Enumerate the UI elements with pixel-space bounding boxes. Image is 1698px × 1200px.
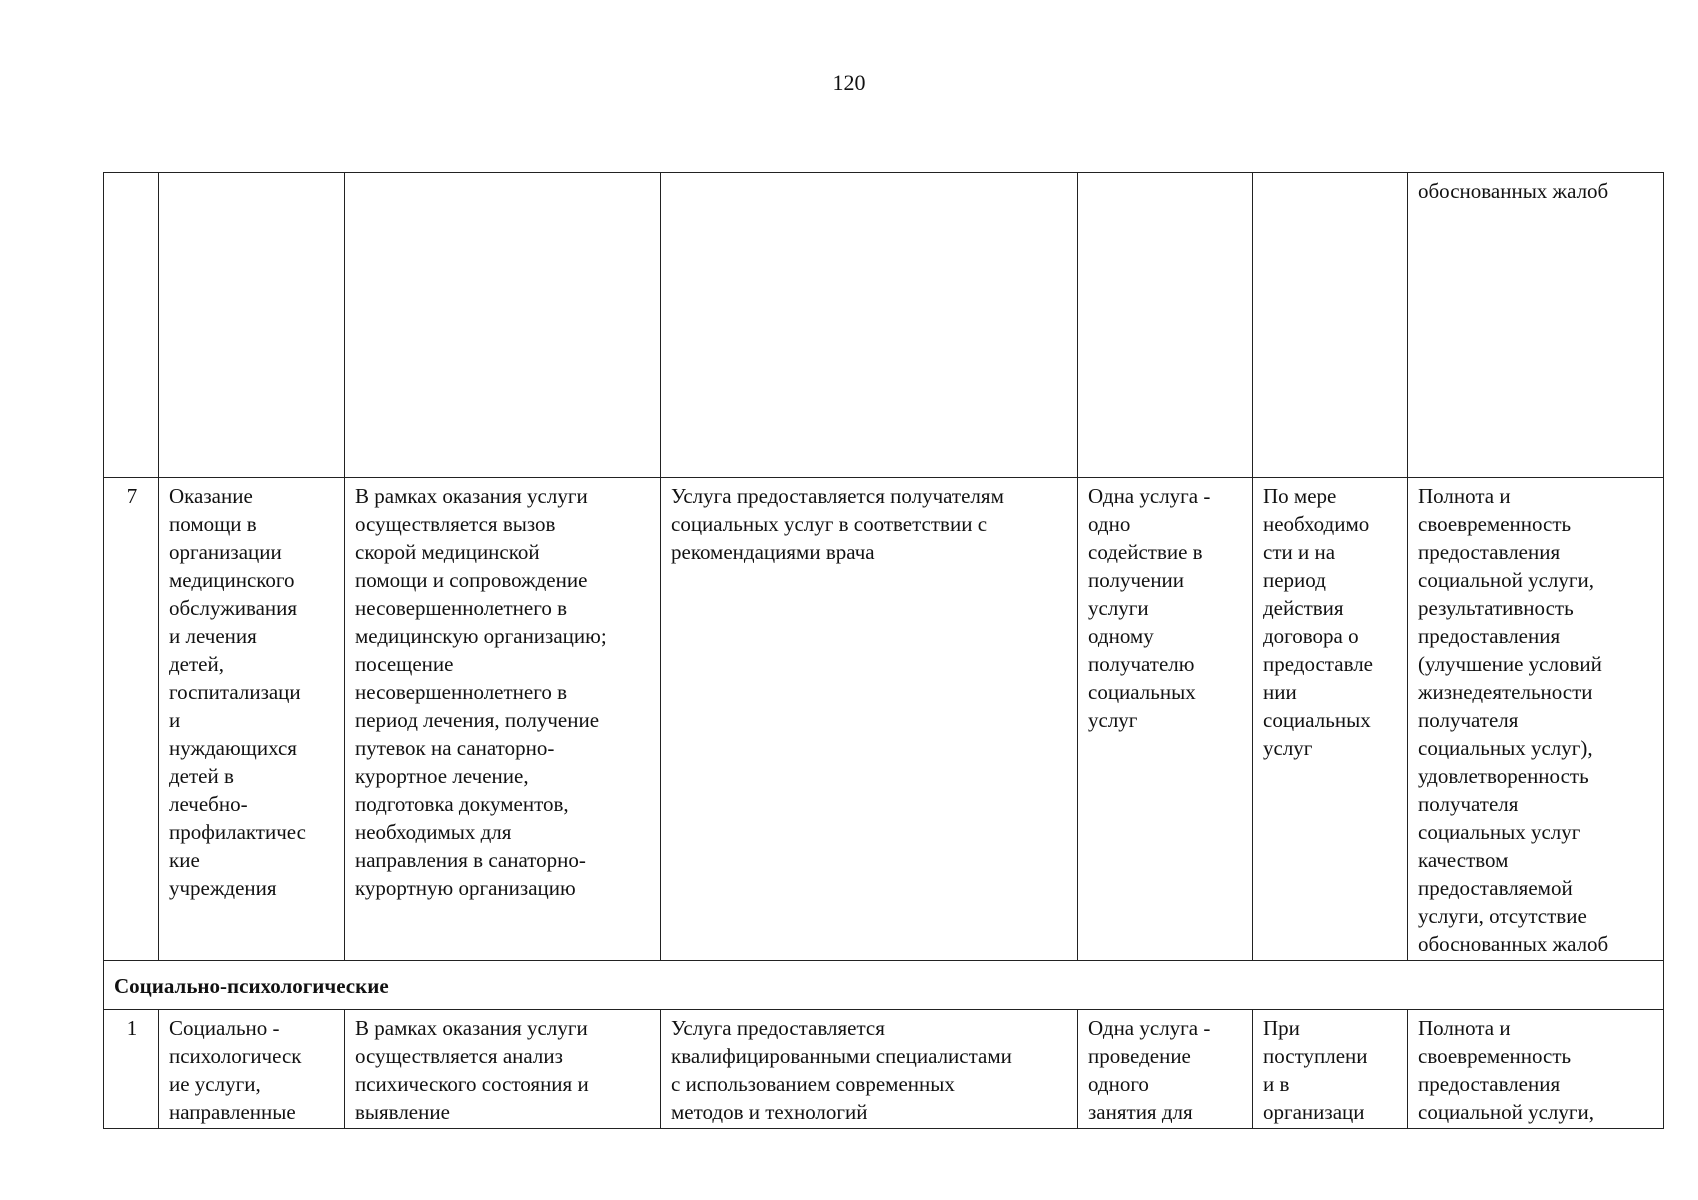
cell-name: Оказание помощи в организации медицинского обслуживания и лечения детей, госпитализаци и нуждающихся детей в лечебно- профилактичес кие учреждения [159,478,345,961]
section-title: Социально-психологические [104,961,1664,1010]
cell-conditions: Услуга предоставляется получателям социальных услуг в соответствии с рекомендациями врача [661,478,1078,961]
cell-conditions [661,173,1078,478]
table-row-item-1 [104,1010,1664,1129]
cell-num: 7 [104,478,159,961]
services-table [103,172,1664,1129]
cell-criteria: Полнота и своевременность предоставления социальной услуги, [1408,1010,1664,1129]
cell-num: 1 [104,1010,159,1129]
cell-unit: Одна услуга - проведение одного занятия для [1078,1010,1253,1129]
page-number: 120 [832,70,866,95]
cell-description [345,173,661,478]
cell-description: В рамках оказания услуги осуществляется анализ психического состояния и выявление [345,1010,661,1129]
cell-unit [1078,173,1253,478]
cell-unit: Одна услуга - одно содействие в получении услуги одному получателю социальных услуг [1078,478,1253,961]
cell-period: При поступлени и в организаци [1253,1010,1408,1129]
cell-name [159,173,345,478]
table-row-item-7 [104,478,1664,961]
cell-criteria: обоснованных жалоб [1408,173,1664,478]
cell-period [1253,173,1408,478]
cell-description: В рамках оказания услуги осуществляется вызов скорой медицинской помощи и сопровождение несовершеннолетнего в медицинскую организацию; посещение несовершеннолетнего в период лечения, получение путевок на санаторно- курортное лечение, подготовка документов, необходимых для направления в санаторно- курортную организацию [345,478,661,961]
cell-name: Социально - психологическ ие услуги, направленные [159,1010,345,1129]
cell-criteria: Полнота и своевременность предоставления социальной услуги, результативность предоставления (улучшение условий жизнедеятельности получателя социальных услуг), удовлетворенность получателя социальных услуг качеством предоставляемой услуги, отсутствие обоснованных жалоб [1408,478,1664,961]
table-row-continuation [104,173,1664,478]
cell-num [104,173,159,478]
cell-conditions: Услуга предоставляется квалифицированными специалистами с использованием современных методов и технологий [661,1010,1078,1129]
table-row-section [104,961,1664,1010]
cell-period: По мере необходимо сти и на период действия договора о предоставле нии социальных услуг [1253,478,1408,961]
